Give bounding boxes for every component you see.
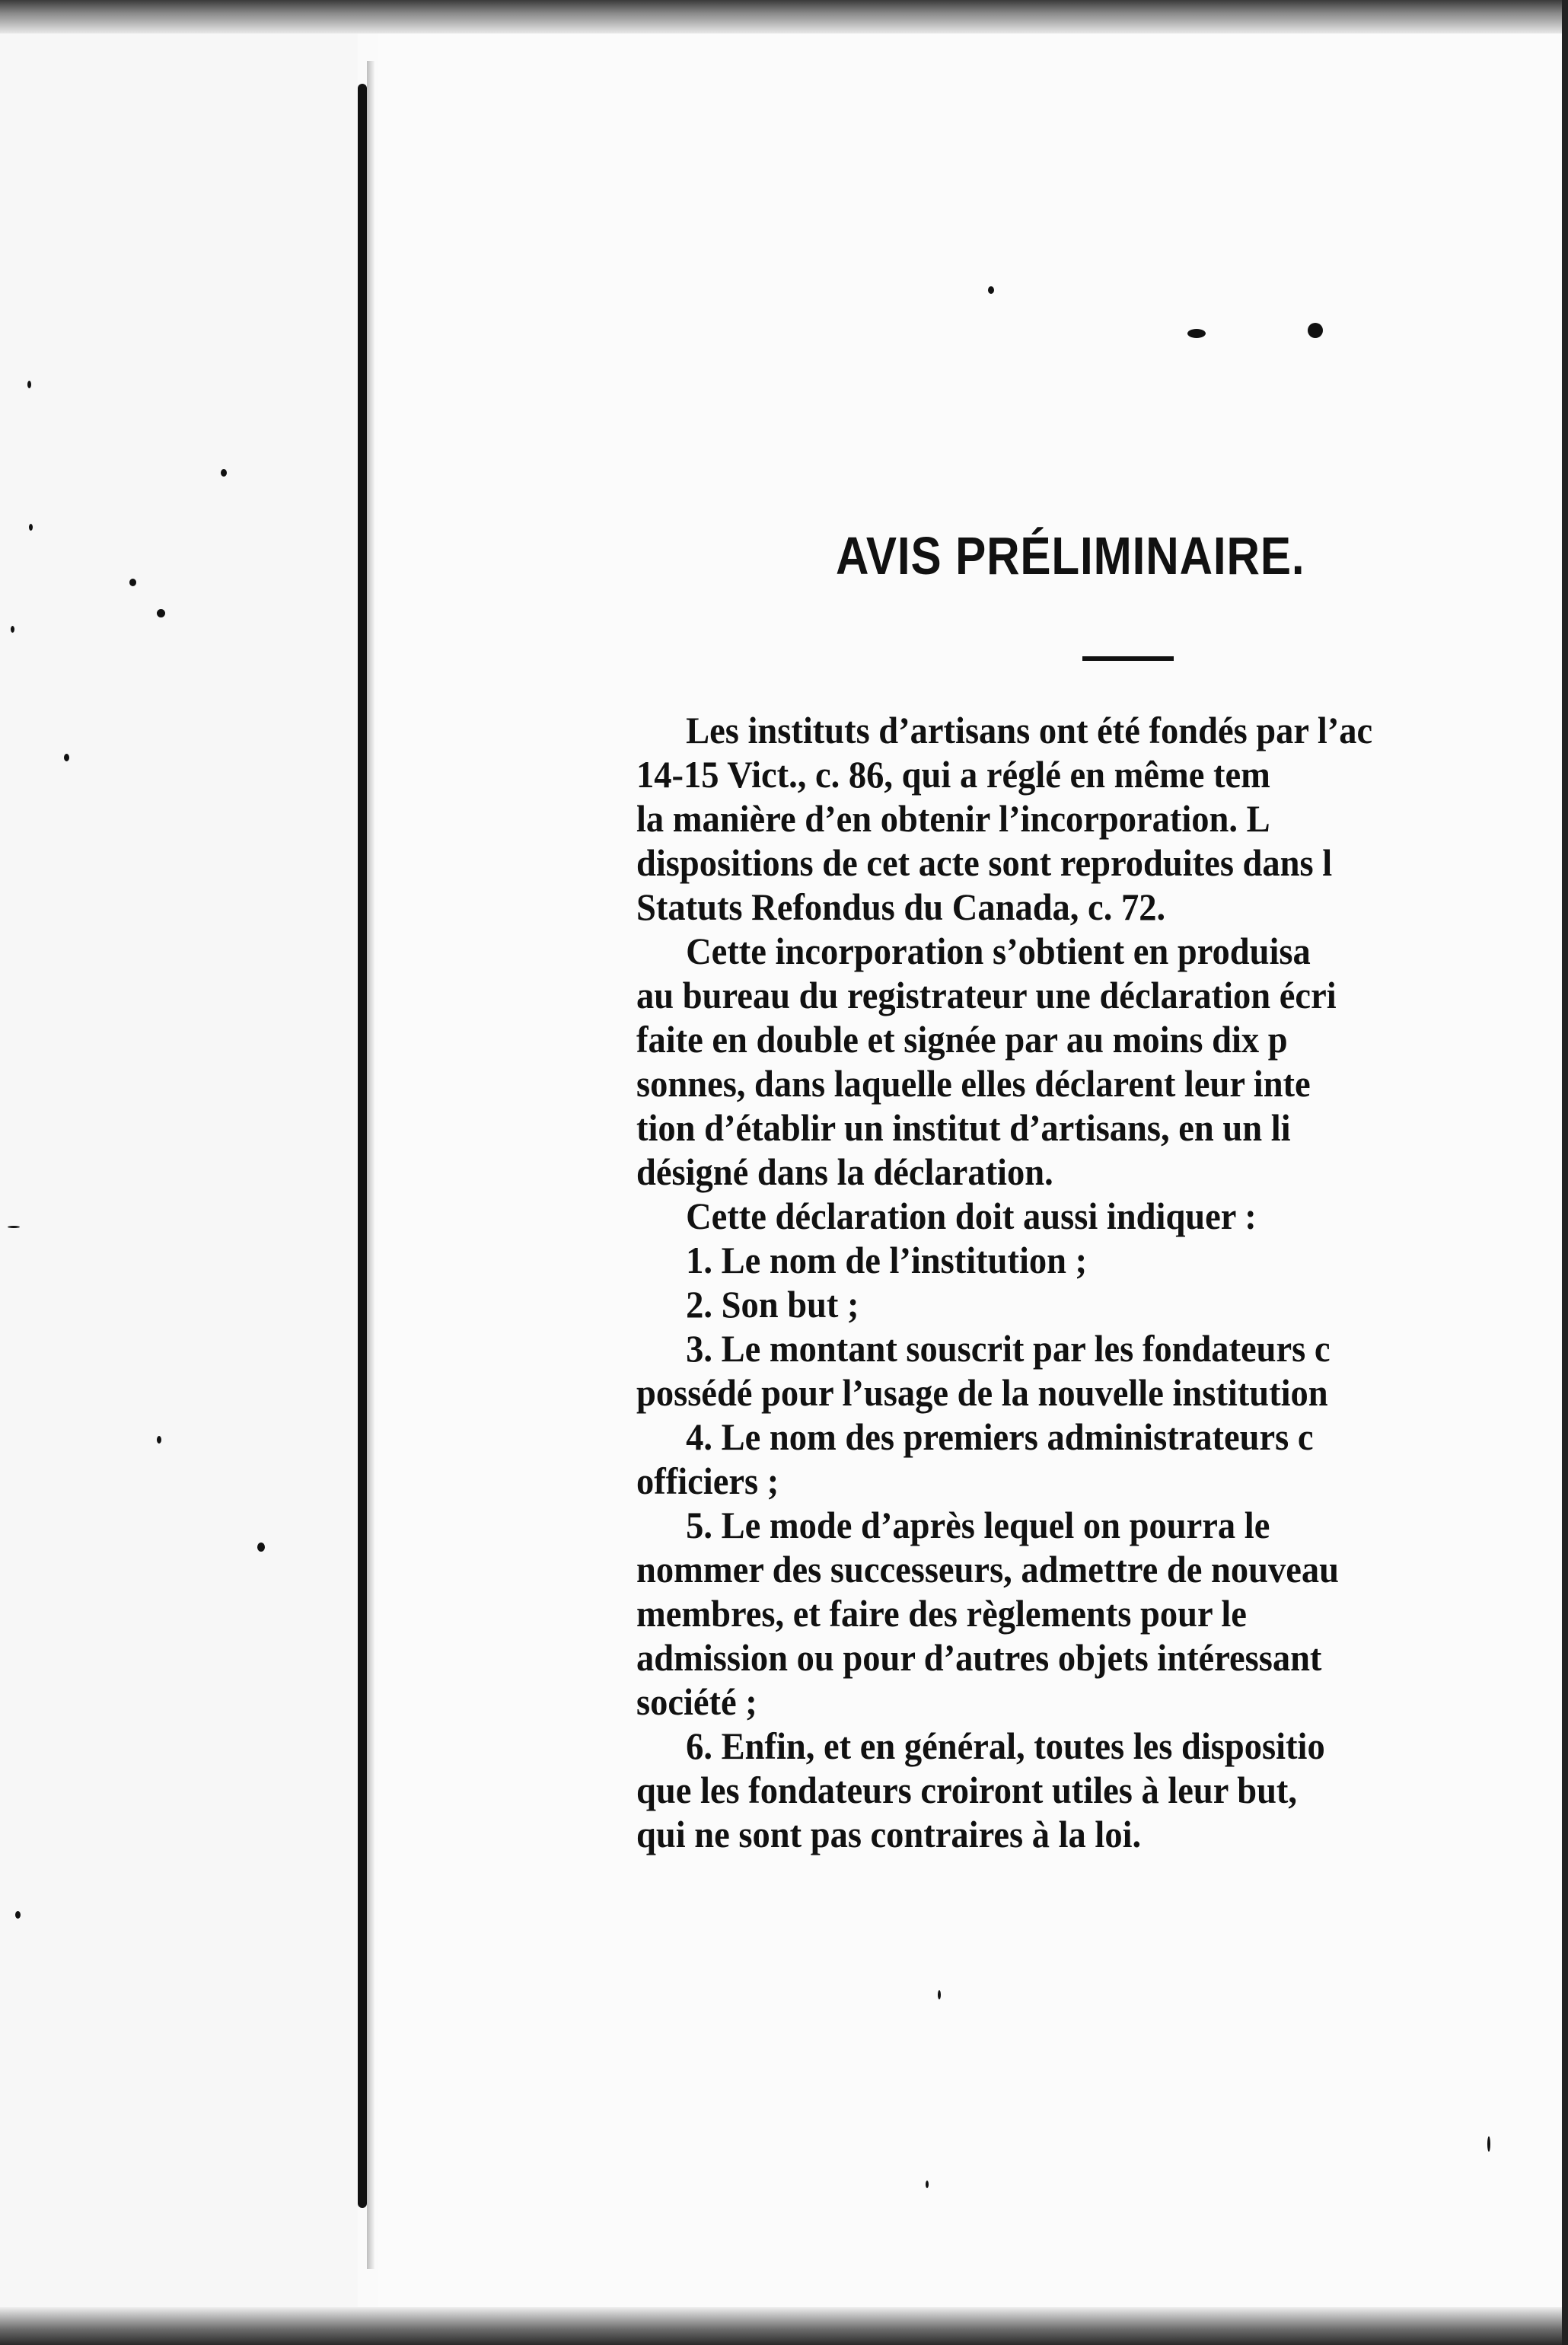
text-line: Cette déclaration doit aussi indiquer :: [686, 1195, 1257, 1237]
text-line: société ;: [636, 1680, 757, 1723]
ink-speck: [29, 524, 33, 531]
text-line: possédé pour l’usage de la nouvelle institution: [636, 1371, 1328, 1414]
ink-speck: [1487, 2136, 1490, 2152]
text-line: 5. Le mode d’après lequel on pourra le: [686, 1504, 1270, 1546]
ink-speck: [157, 609, 165, 617]
heading-rule: [1082, 656, 1174, 661]
ink-speck: [938, 1990, 941, 1999]
ink-speck: [257, 1543, 265, 1552]
ink-speck: [8, 1226, 20, 1228]
ink-speck: [11, 626, 14, 633]
text-line: nommer des successeurs, admettre de nouveau: [636, 1548, 1340, 1590]
text-line: membres, et faire des règlements pour le: [636, 1592, 1247, 1635]
ink-speck: [64, 754, 69, 761]
text-line: qui ne sont pas contraires à la loi.: [636, 1813, 1142, 1855]
ink-speck: [988, 286, 994, 294]
text-line: Les instituts d’artisans ont été fondés par l’ac: [686, 709, 1373, 751]
text-line: admission ou pour d’autres objets intéressant: [636, 1636, 1322, 1679]
ink-speck: [221, 469, 227, 477]
text-line: 3. Le montant souscrit par les fondateurs c: [686, 1327, 1331, 1370]
text-line: dispositions de cet acte sont reproduites dans l: [636, 841, 1333, 884]
page-gutter: [358, 84, 367, 2208]
text-line: officiers ;: [636, 1460, 779, 1502]
text-line: désigné dans la déclaration.: [636, 1150, 1053, 1193]
ink-speck: [1308, 323, 1323, 338]
ink-speck: [1187, 329, 1206, 338]
scan-top-edge: [0, 0, 1568, 34]
text-line: la manière d’en obtenir l’incorporation. L: [636, 797, 1270, 840]
text-line: 6. Enfin, et en général, toutes les dispositio: [686, 1724, 1325, 1767]
text-line: 1. Le nom de l’institution ;: [686, 1239, 1088, 1281]
text-line: 2. Son but ;: [686, 1283, 859, 1326]
body-text: [636, 708, 1562, 1856]
left-blank-page: [0, 34, 358, 2307]
text-line: 14-15 Vict., c. 86, qui a réglé en même tem: [636, 753, 1270, 796]
text-line: faite en double et signée par au moins dix p: [636, 1018, 1288, 1061]
text-line: Cette incorporation s’obtient en produisa: [686, 930, 1311, 972]
ink-speck: [15, 1911, 21, 1919]
right-text-page: [378, 34, 1562, 2307]
text-line: sonnes, dans laquelle elles déclarent leur inte: [636, 1062, 1311, 1105]
ink-speck: [27, 381, 31, 388]
gutter-shadow: [367, 61, 374, 2269]
ink-speck: [926, 2181, 929, 2188]
scan-bottom-edge: [0, 2307, 1568, 2345]
ink-speck: [157, 1436, 161, 1444]
page-heading: AVIS PRÉLIMINAIRE.: [836, 526, 1305, 585]
ink-speck: [129, 579, 136, 586]
text-line: 4. Le nom des premiers administrateurs c: [686, 1415, 1314, 1458]
text-line: Statuts Refondus du Canada, c. 72.: [636, 885, 1166, 928]
scan-right-edge: [1562, 0, 1568, 2345]
text-line: tion d’établir un institut d’artisans, en un li: [636, 1106, 1291, 1149]
text-line: au bureau du registrateur une déclaration écri: [636, 974, 1337, 1016]
text-line: que les fondateurs croiront utiles à leur but,: [636, 1769, 1298, 1811]
